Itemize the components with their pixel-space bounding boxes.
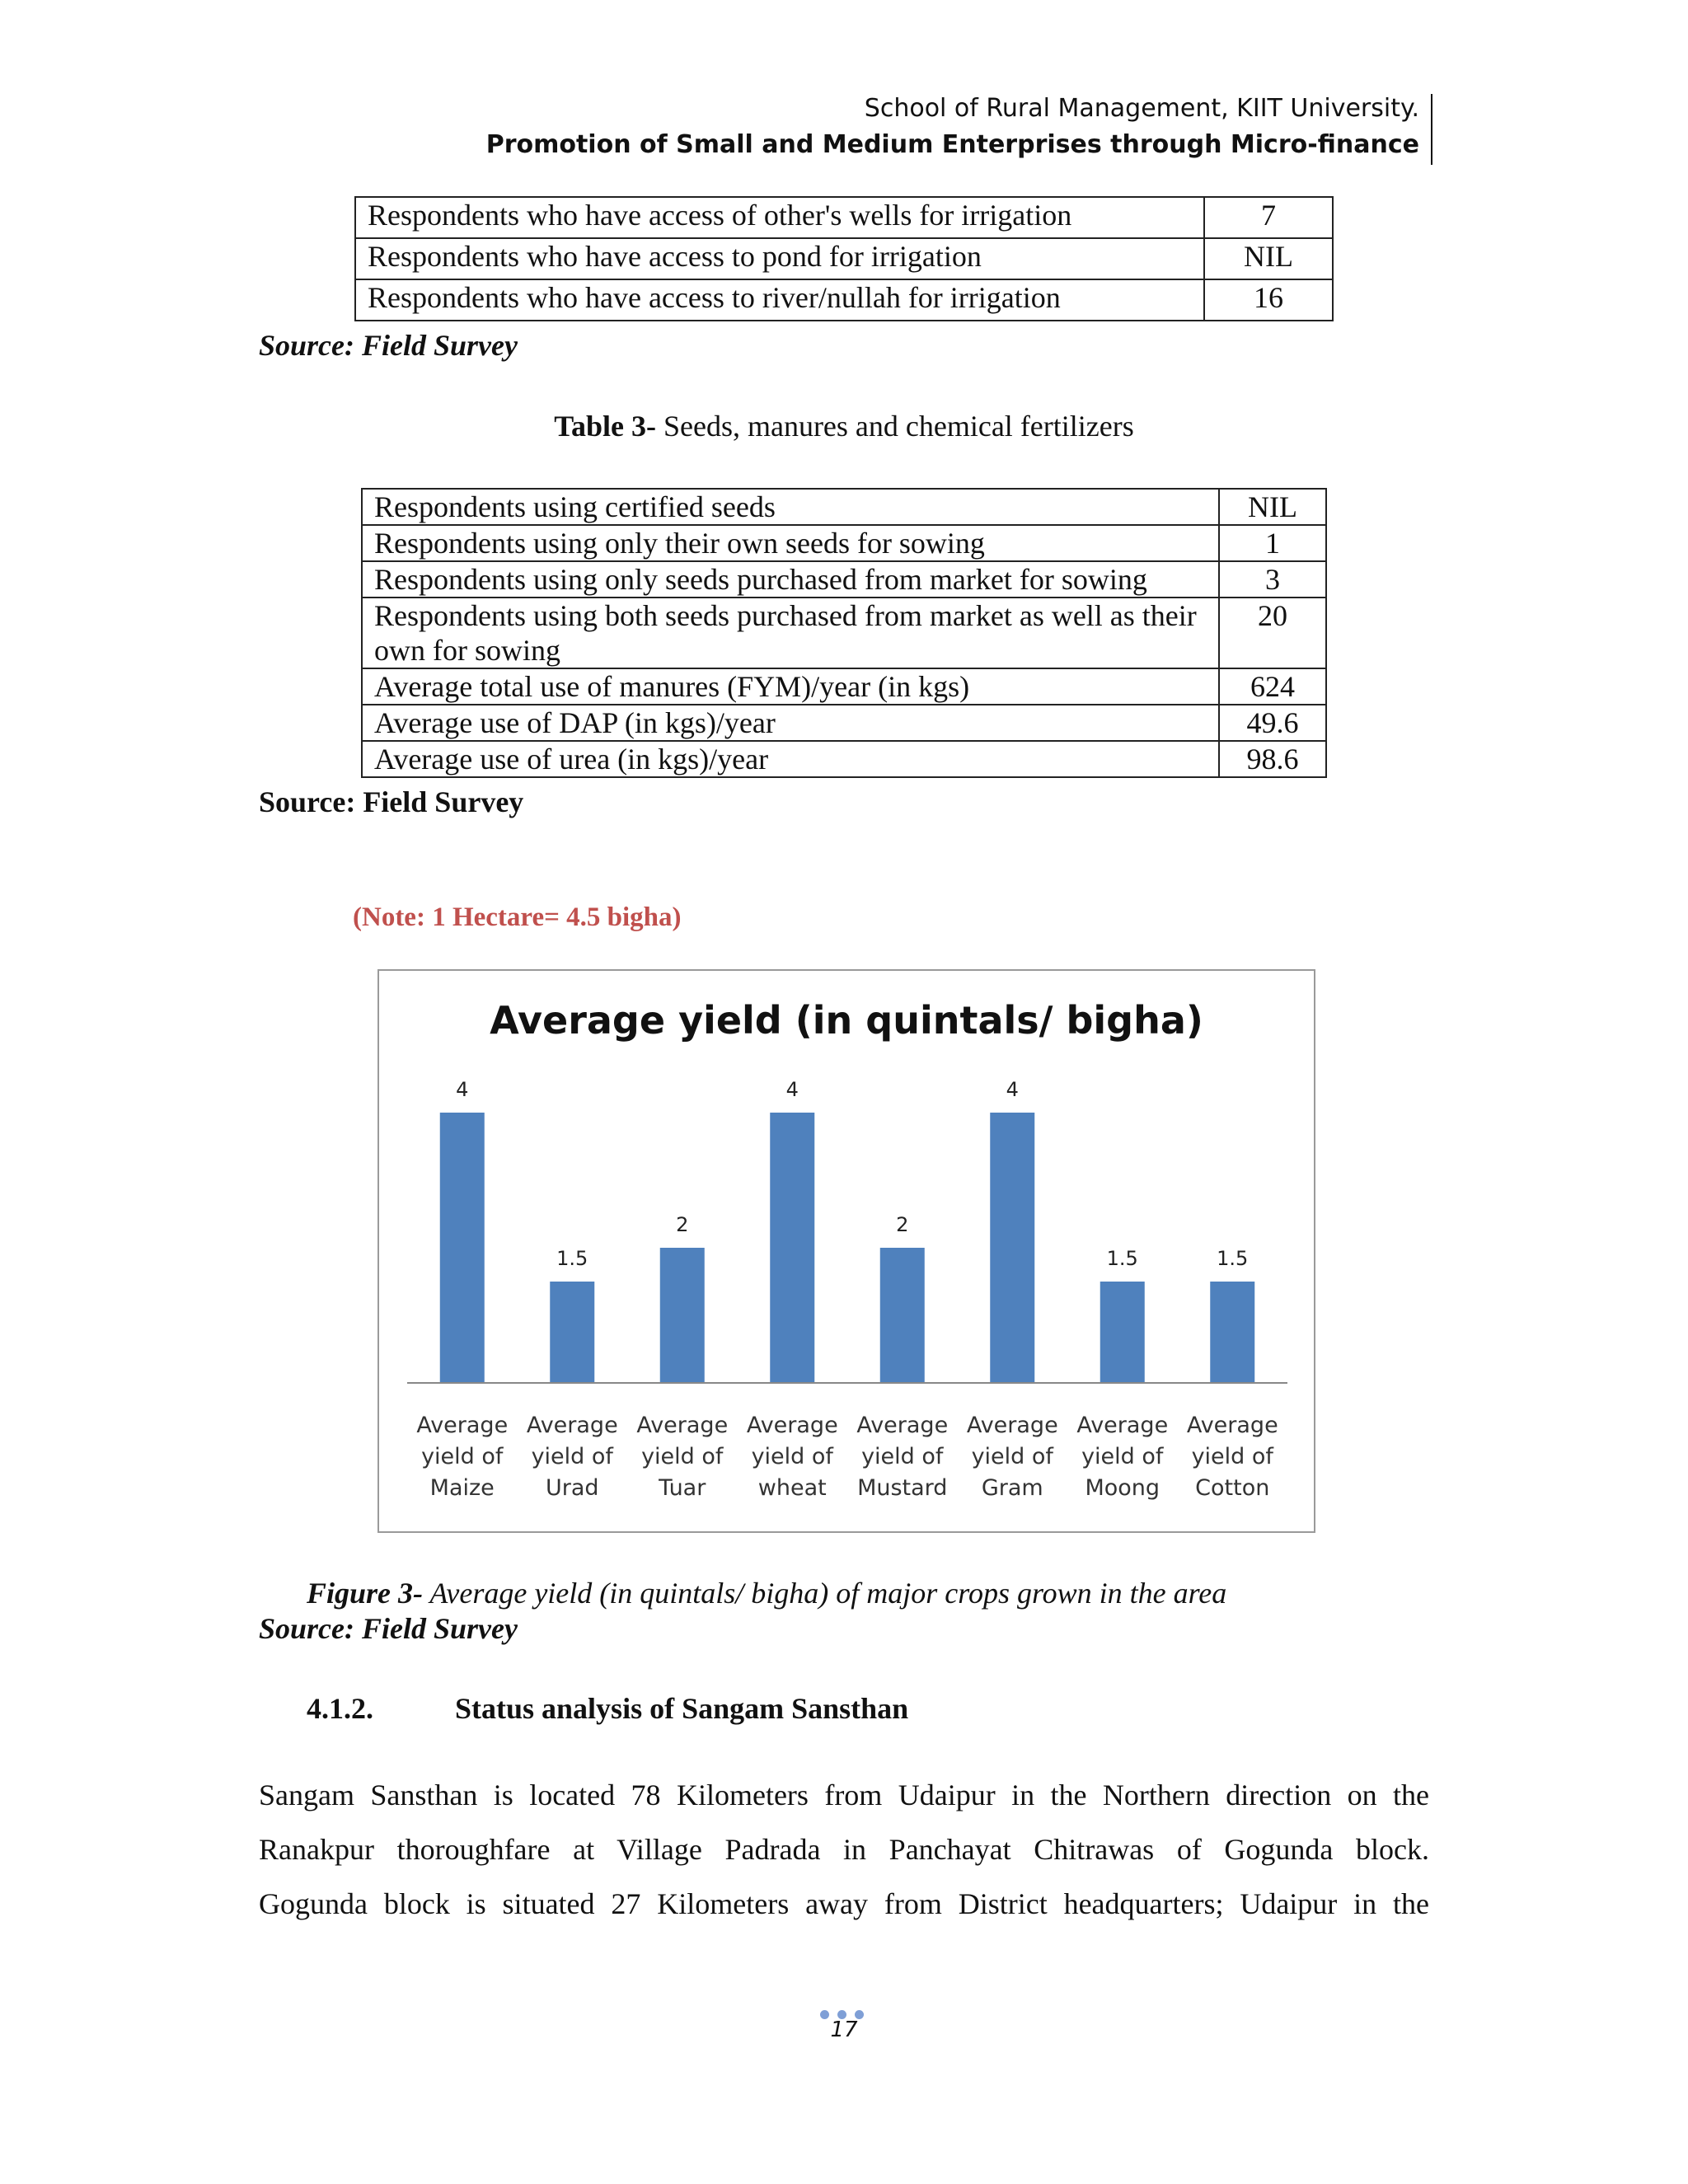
- chart-category-label: Average: [526, 1413, 618, 1438]
- table-cell-label: Respondents who have access to pond for irrigation: [355, 238, 1204, 279]
- chart-category-label: yield of: [531, 1444, 613, 1469]
- chart-data-label: 4: [456, 1078, 469, 1101]
- chart-bar: [770, 1113, 814, 1383]
- chart-category-label: Average: [1076, 1413, 1169, 1438]
- page-number: 17: [830, 2018, 858, 2042]
- table-cell-value: 16: [1204, 279, 1333, 321]
- chart-category-label: Moong: [1085, 1475, 1160, 1501]
- chart-category-label: Average: [966, 1413, 1058, 1438]
- table-row: [355, 197, 1333, 238]
- conversion-note: (Note: 1 Hectare= 4.5 bigha): [353, 902, 682, 932]
- seeds-fertilizer-table: [361, 488, 1327, 778]
- running-header: [486, 91, 1431, 163]
- table-cell-value: 98.6: [1219, 741, 1326, 777]
- chart-category-label: Average: [416, 1413, 509, 1438]
- chart-data-label: 2: [676, 1213, 689, 1236]
- table-cell-label: Respondents who have access of other's wells for irrigation: [355, 197, 1204, 238]
- chart-bar: [550, 1282, 594, 1383]
- table-row: [362, 561, 1326, 598]
- table-row: [362, 705, 1326, 741]
- chart-bar: [1100, 1282, 1145, 1383]
- header-institution: School of Rural Management, KIIT University.: [864, 94, 1419, 123]
- section-title: Status analysis of Sangam Sansthan: [455, 1692, 909, 1725]
- header-document-title: Promotion of Small and Medium Enterprises through Micro-finance: [485, 130, 1419, 159]
- chart-category-label: Maize: [429, 1475, 495, 1501]
- chart-category-label: Mustard: [857, 1475, 948, 1501]
- chart-category-label: Average: [636, 1413, 729, 1438]
- chart-data-label: 2: [896, 1213, 909, 1236]
- chart-title: Average yield (in quintals/ bigha): [490, 998, 1203, 1043]
- table-row: [362, 598, 1326, 668]
- chart-category-label: yield of: [971, 1444, 1053, 1469]
- table-row: [355, 238, 1333, 279]
- irrigation-table: [354, 196, 1334, 321]
- table-caption-label: Table 3-: [554, 410, 656, 443]
- chart-category-label: yield of: [641, 1444, 724, 1469]
- paragraph-line: Sangam Sansthan is located 78 Kilometers from Udaipur in the Northern direction on the: [259, 1779, 1429, 1811]
- figure-caption: [307, 1576, 1226, 1610]
- table-cell-value: 624: [1219, 668, 1326, 705]
- chart-category-label: Average: [746, 1413, 838, 1438]
- chart-category-label: Gram: [981, 1475, 1043, 1501]
- table-cell-label: Average use of urea (in kgs)/year: [362, 741, 1219, 777]
- chart-bar: [660, 1248, 705, 1383]
- chart-bar: [880, 1248, 925, 1383]
- table-row: [362, 525, 1326, 561]
- chart-category-label: wheat: [757, 1475, 827, 1501]
- chart-category-label: yield of: [861, 1444, 944, 1469]
- table-cell-label: Respondents who have access to river/nullah for irrigation: [355, 279, 1204, 321]
- table-cell-label: Average use of DAP (in kgs)/year: [362, 705, 1219, 741]
- chart-bar: [440, 1113, 485, 1383]
- table-cell-value: 3: [1219, 561, 1326, 598]
- table-cell-value: 7: [1204, 197, 1333, 238]
- figure-caption-label: Figure 3-: [307, 1577, 424, 1610]
- table-cell-value: 49.6: [1219, 705, 1326, 741]
- table-cell-label: Respondents using certified seeds: [362, 489, 1219, 525]
- header-rule: [1431, 94, 1432, 165]
- body-paragraph: [259, 1768, 1429, 1931]
- section-heading: [307, 1691, 908, 1726]
- source-note: Source: Field Survey: [259, 785, 524, 818]
- table-caption: [0, 409, 1688, 443]
- chart-category-label: yield of: [1081, 1444, 1164, 1469]
- chart-bar: [990, 1113, 1034, 1383]
- chart-category-label: Cotton: [1195, 1475, 1270, 1501]
- chart-data-label: 1.5: [556, 1247, 588, 1270]
- yield-chart-svg: [379, 971, 1314, 1531]
- source-note: Source: Field Survey: [259, 329, 518, 362]
- chart-category-label: yield of: [751, 1444, 833, 1469]
- table-row: [362, 741, 1326, 777]
- yield-chart: [377, 969, 1315, 1533]
- chart-category-label: Urad: [545, 1475, 599, 1501]
- chart-category-label: yield of: [1191, 1444, 1273, 1469]
- table-cell-value: 1: [1219, 525, 1326, 561]
- table-caption-text: Seeds, manures and chemical fertilizers: [655, 410, 1134, 443]
- table-cell-value: NIL: [1219, 489, 1326, 525]
- chart-data-label: 4: [785, 1078, 799, 1101]
- chart-category-label: Tuar: [659, 1475, 706, 1501]
- table-cell-label: Respondents using only their own seeds for sowing: [362, 525, 1219, 561]
- table-cell-label: Respondents using only seeds purchased from market for sowing: [362, 561, 1219, 598]
- chart-data-label: 4: [1006, 1078, 1019, 1101]
- section-number: 4.1.2.: [307, 1692, 373, 1725]
- table-row: [362, 668, 1326, 705]
- chart-category-label: yield of: [421, 1444, 504, 1469]
- table-cell-label: Respondents using both seeds purchased from market as well as their own for sowing: [362, 598, 1219, 668]
- paragraph-line: Ranakpur thoroughfare at Village Padrada in Panchayat Chitrawas of Gogunda block.: [259, 1833, 1429, 1866]
- table-cell-value: 20: [1219, 598, 1326, 668]
- chart-category-label: Average: [1186, 1413, 1278, 1438]
- chart-data-label: 1.5: [1217, 1247, 1249, 1270]
- figure-caption-text: Average yield (in quintals/ bigha) of major crops grown in the area: [423, 1577, 1227, 1610]
- table-cell-label: Average total use of manures (FYM)/year (in kgs): [362, 668, 1219, 705]
- chart-category-label: Average: [856, 1413, 949, 1438]
- paragraph-line: Gogunda block is situated 27 Kilometers away from District headquarters; Udaipur in the: [259, 1887, 1429, 1920]
- table-row: [362, 489, 1326, 525]
- chart-bar: [1210, 1282, 1254, 1383]
- source-note: Source: Field Survey: [259, 1612, 518, 1645]
- table-cell-value: NIL: [1204, 238, 1333, 279]
- chart-data-label: 1.5: [1106, 1247, 1138, 1270]
- table-row: [355, 279, 1333, 321]
